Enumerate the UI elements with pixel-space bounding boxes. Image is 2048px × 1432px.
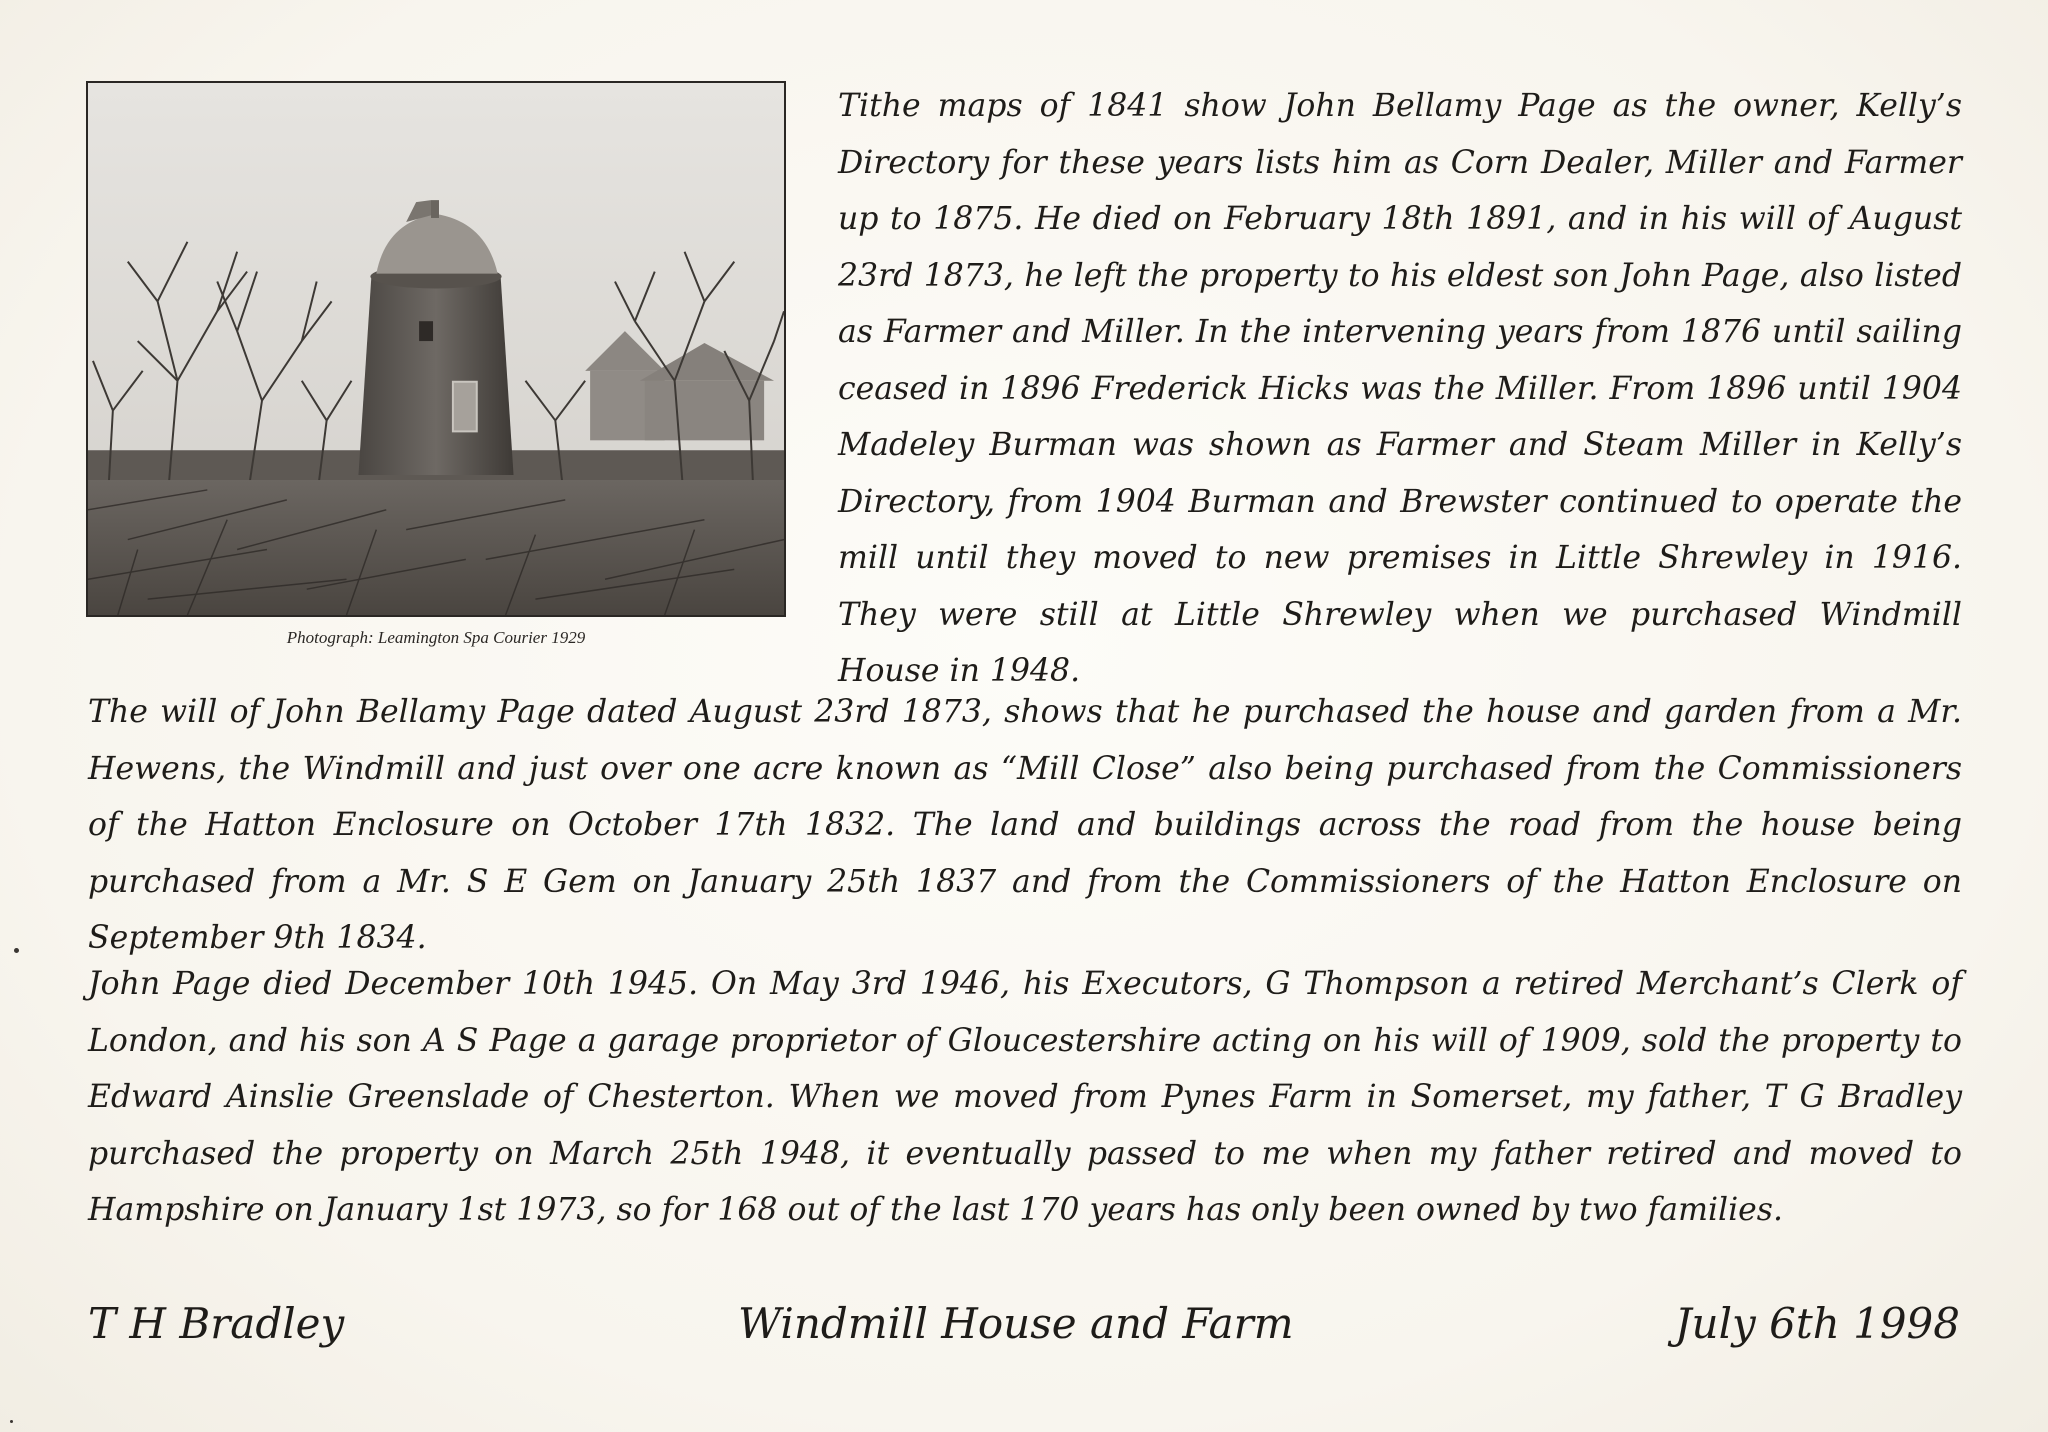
ownership-paragraph: John Page died December 10th 1945. On May 3rd 1946, his Executors, G Thompson a retired Merchant’s Clerk of London, and his son A S Page a garage proprietor of Gloucestershire acting on his will of 1909, sold the property to Edward Ainslie Greenslade of Chesterton. When we moved from Pynes Farm in Somerset, my father, T G Bradley purchased the property on March 25th 1948, it eventually passed to me when my father retired and moved to Hampshire on January 1st 1973, so for 168 out of the last 170 years has only been owned by two families.: [88, 966, 1962, 1228]
windmill-photograph: [86, 81, 786, 617]
footer-author: T H Bradley: [88, 1299, 345, 1348]
footer-title: Windmill House and Farm: [738, 1299, 1294, 1348]
windmill-photo-illustration: [88, 83, 784, 615]
intro-paragraph: Tithe maps of 1841 show John Bellamy Page as the owner, Kelly’s Directory for these years lists him as Corn Dealer, Miller and Farmer up to 1875. He died on February 18th 1891, and in his will of August 23rd 1873, he left the property to his eldest son John Page, also listed as Farmer and Miller. In the intervening years from 1876 until sailing ceased in 1896 Frederick Hicks was the Miller. From 1896 until 1904 Madeley Burman was shown as Farmer and Steam Miller in Kelly’s Directory, from 1904 Burman and Brewster continued to operate the mill until they moved to new premises in Little Shrewley in 1916. They were still at Little Shrewley when we purchased Windmill House in 1948.: [838, 88, 1962, 689]
paper-speck: [10, 1420, 13, 1423]
photo-caption: Photograph: Leamington Spa Courier 1929: [286, 628, 586, 647]
will-paragraph: The will of John Bellamy Page dated August 23rd 1873, shows that he purchased the house and garden from a Mr. Hewens, the Windmill and just over one acre known as “Mill Close” also being purchased from the Commissioners of the Hatton Enclosure on October 17th 1832. The land and buildings across the road from the house being purchased from a Mr. S E Gem on January 25th 1837 and from the Commissioners of the Hatton Enclosure on September 9th 1834.: [88, 694, 1962, 956]
footer-date: July 6th 1998: [1674, 1299, 1960, 1348]
paper-speck: [14, 948, 19, 953]
